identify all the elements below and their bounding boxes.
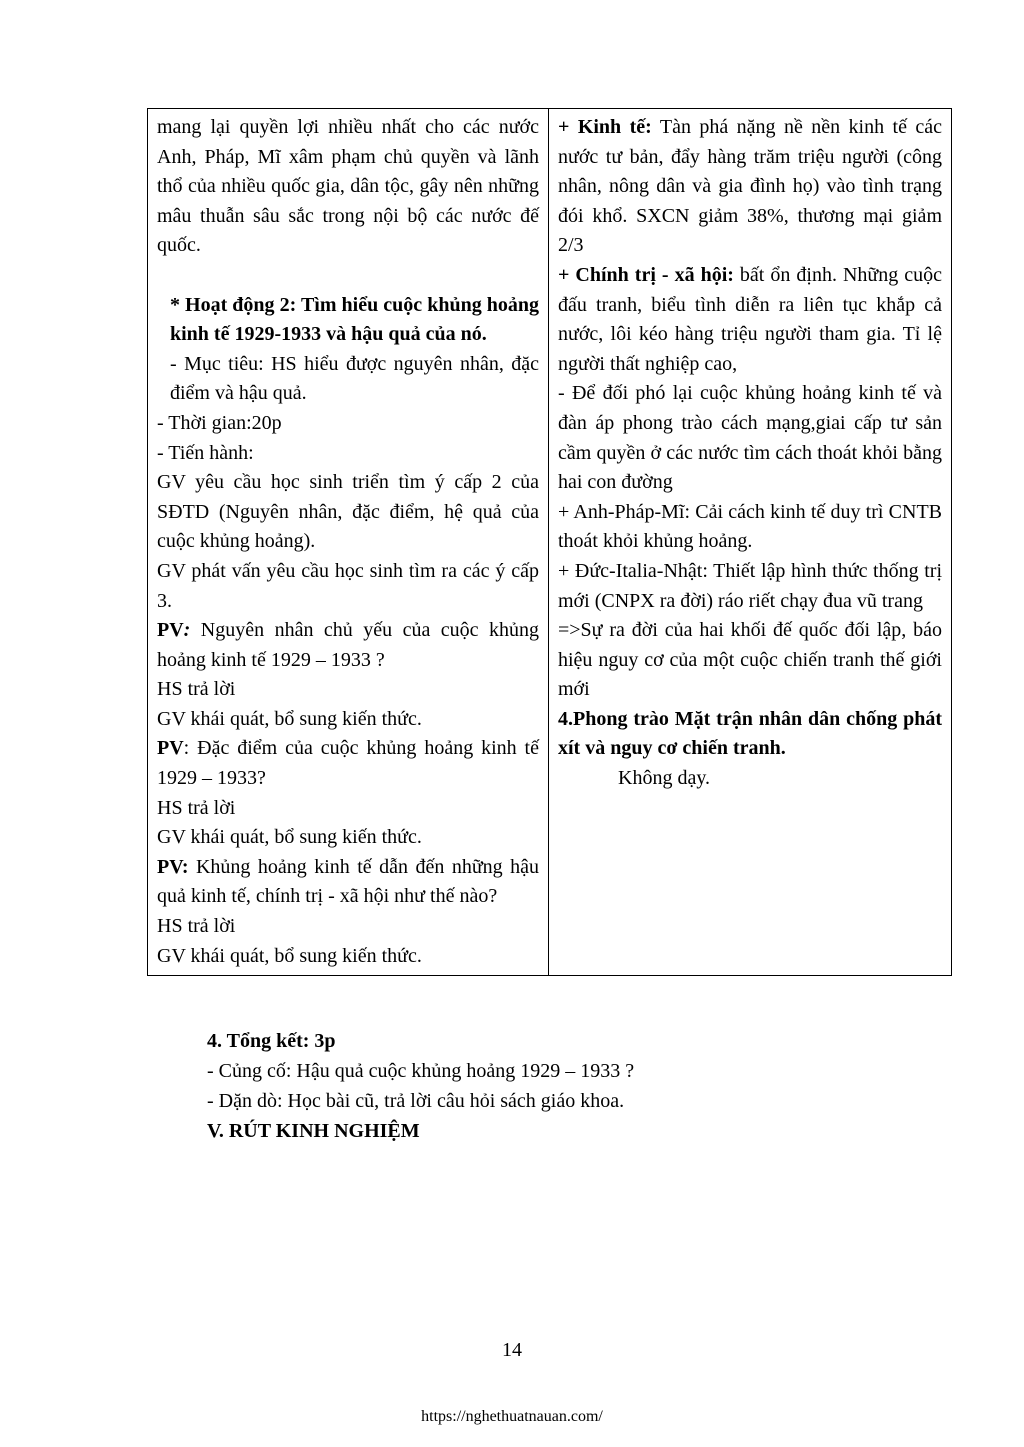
table-row	[148, 109, 952, 976]
political-consequence: + Chính trị - xã hội: bất ổn định. Những cuộc đấu tranh, biểu tình diễn ra liên tục khắp cả nước, lôi kéo hàng triệu người tham gia. Tỉ lệ người thất nghiệp cao,	[558, 263, 943, 375]
gv-request-2: GV phát vấn yêu cầu học sinh tìm ra các ý cấp 3.	[157, 559, 539, 612]
teacher-activity-column	[148, 109, 549, 976]
objective-text: - Mục tiêu: HS hiểu được nguyên nhân, đặc điểm và hậu quả.	[170, 352, 539, 405]
teacher-summary: GV khái quát, bổ sung kiến thức.	[157, 826, 422, 849]
question-2: PV: Đặc điểm của cuộc khủng hoảng kinh tế 1929 – 1933?	[157, 737, 539, 790]
not-taught-note: Không dạy.	[618, 767, 711, 790]
homework-text: - Dặn dò: Học bài cũ, trả lời câu hỏi sách giáo khoa.	[207, 1090, 625, 1112]
process-text: - Tiến hành:	[157, 441, 254, 464]
teacher-summary: GV khái quát, bổ sung kiến thức.	[157, 707, 422, 730]
time-text: - Thời gian:20p	[157, 411, 282, 434]
summary-section	[207, 1026, 927, 1146]
intro-paragraph: mang lại quyền lợi nhiều nhất cho các nước Anh, Pháp, Mĩ xâm phạm chủ quyền và lãnh thổ của nhiều quốc gia, dân tộc, gây nên những mâu thuẫn sâu sắc trong nội bộ các nước đế quốc.	[157, 116, 539, 257]
result-text: =>Sự ra đời của hai khối đế quốc đối lập, báo hiệu nguy cơ của một cuộc chiến tranh thế giới mới	[558, 619, 942, 701]
path-1-text: + Anh-Pháp-Mĩ: Cải cách kinh tế duy trì CNTB thoát khỏi khủng hoảng.	[558, 500, 942, 553]
gv-request-1: GV yêu cầu học sinh triển tìm ý cấp 2 của SĐTD (Nguyên nhân, đặc điểm, hệ quả của cuộc khủng hoảng).	[157, 471, 539, 553]
page-number: 14	[502, 1339, 522, 1361]
economic-consequence: + Kinh tế: Tàn phá nặng nề nền kinh tế các nước tư bản, đẩy hàng trăm triệu người (công nhân, nông dân và gia đình họ) vào tình trạng đói khổ. SXCN giảm 38%, thương mại giảm 2/3	[558, 116, 942, 257]
footer-url[interactable]: https://nghethuatnauan.com/	[421, 1408, 603, 1425]
question-3: PV: Khủng hoảng kinh tế dẫn đến những hậu quả kinh tế, chính trị - xã hội như thế nào?	[157, 855, 539, 908]
student-answer: HS trả lời	[157, 678, 236, 701]
lesson-table	[147, 108, 952, 976]
question-1: PV: Nguyên nhân chủ yếu của cuộc khủng hoảng kinh tế 1929 – 1933 ?	[157, 619, 539, 671]
path-2-text: + Đức-Italia-Nhật: Thiết lập hình thức thống trị mới (CNPX ra đời) ráo riết chạy đua vũ trang	[558, 559, 942, 612]
teacher-summary: GV khái quát, bổ sung kiến thức.	[157, 944, 422, 967]
response-text: - Để đối phó lại cuộc khủng hoảng kinh tế và đàn áp phong trào cách mạng,giai cấp tư sản cầm quyền ở các nước tìm cách thoát khỏi bằng hai con đường	[558, 382, 942, 494]
section-4-heading: 4.Phong trào Mặt trận nhân dân chống phát xít và nguy cơ chiến tranh.	[558, 707, 942, 760]
activity-title: * Hoạt động 2: Tìm hiểu cuộc khủng hoảng kinh tế 1929-1933 và hậu quả của nó.	[170, 293, 539, 346]
consolidate-text: - Củng cố: Hậu quả cuộc khủng hoảng 1929 – 1933 ?	[207, 1060, 635, 1082]
summary-heading: 4. Tổng kết: 3p	[207, 1030, 336, 1052]
student-answer: HS trả lời	[157, 796, 236, 819]
content-column	[549, 109, 952, 976]
experience-heading: V. RÚT KINH NGHIỆM	[207, 1120, 420, 1142]
student-answer: HS trả lời	[157, 915, 236, 938]
